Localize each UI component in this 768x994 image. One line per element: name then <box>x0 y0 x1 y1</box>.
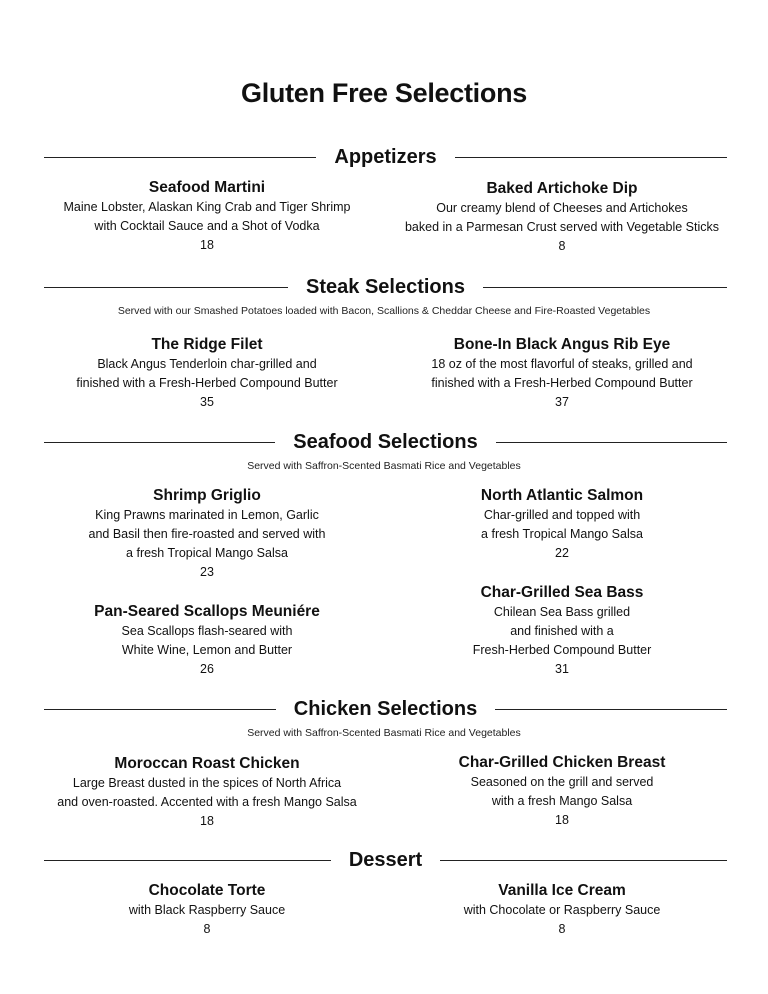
menu-item-chocolate-torte <box>22 881 392 939</box>
menu-item-north-atlantic-salmon <box>377 486 747 563</box>
page-title: Gluten Free Selections <box>241 78 527 108</box>
item-price: 35 <box>200 395 214 409</box>
item-price: 18 <box>555 813 569 827</box>
item-description: 18 oz of the most flavorful of steaks, grilled and finished with a Fresh-Herbed Compound Butter <box>431 357 693 390</box>
menu-item-moroccan-roast-chicken <box>22 754 392 831</box>
divider <box>455 157 727 158</box>
item-name: Bone-In Black Angus Rib Eye <box>453 336 671 353</box>
item-price: 8 <box>203 922 211 936</box>
item-description: Chilean Sea Bass grilled and finished with a Fresh-Herbed Compound Butter <box>472 605 652 657</box>
item-description: Black Angus Tenderloin char-grilled and finished with a Fresh-Herbed Compound Butter <box>76 357 338 390</box>
item-name: Char-Grilled Chicken Breast <box>458 754 666 771</box>
item-price: 22 <box>555 546 569 560</box>
menu-item-baked-artichoke-dip <box>377 179 747 256</box>
item-name: Moroccan Roast Chicken <box>114 755 300 772</box>
section-note: Served with our Smashed Potatoes loaded with Bacon, Scallions & Cheddar Cheese and Fire-Roasted Vegetables <box>117 305 651 317</box>
menu-item-char-grilled-chicken-breast <box>377 753 747 830</box>
item-name: Vanilla Ice Cream <box>498 882 626 899</box>
item-name: Shrimp Griglio <box>153 487 261 504</box>
item-name: North Atlantic Salmon <box>480 487 644 504</box>
divider <box>495 709 727 710</box>
menu-item-char-grilled-sea-bass <box>377 583 747 679</box>
item-description: with Black Raspberry Sauce <box>128 903 286 917</box>
section-header-dessert <box>44 849 727 872</box>
item-name: Baked Artichoke Dip <box>486 180 638 197</box>
section-title: Appetizers <box>334 146 437 168</box>
divider <box>496 442 727 443</box>
item-price: 23 <box>200 565 214 579</box>
item-description: Our creamy blend of Cheeses and Artichokes baked in a Parmesan Crust served with Vegetable Sticks <box>404 201 720 234</box>
divider <box>440 860 727 861</box>
section-note: Served with Saffron-Scented Basmati Rice and Vegetables <box>247 727 521 739</box>
section-header-seafood <box>44 431 727 454</box>
item-price: 8 <box>558 239 566 253</box>
divider <box>44 860 331 861</box>
section-title: Chicken Selections <box>293 698 478 720</box>
item-price: 37 <box>555 395 569 409</box>
item-description: Large Breast dusted in the spices of North Africa and oven-roasted. Accented with a fresh Mango Salsa <box>57 776 357 809</box>
item-name: The Ridge Filet <box>151 336 263 353</box>
item-description: Maine Lobster, Alaskan King Crab and Tiger Shrimp with Cocktail Sauce and a Shot of Vodka <box>63 200 351 233</box>
item-description: Seasoned on the grill and served with a fresh Mango Salsa <box>470 775 654 808</box>
item-description: Char-grilled and topped with a fresh Tropical Mango Salsa <box>481 508 643 541</box>
item-name: Chocolate Torte <box>148 882 266 899</box>
section-title: Steak Selections <box>306 276 465 298</box>
item-description: Sea Scallops flash-seared with White Wine, Lemon and Butter <box>121 624 293 657</box>
divider <box>483 287 727 288</box>
menu-item-seafood-martini <box>22 178 392 255</box>
item-description: King Prawns marinated in Lemon, Garlic and Basil then fire-roasted and served with a fresh Tropical Mango Salsa <box>88 508 326 560</box>
divider <box>44 442 275 443</box>
item-price: 31 <box>555 662 569 676</box>
menu-item-rib-eye <box>377 335 747 412</box>
menu-item-pan-seared-scallops <box>22 602 392 679</box>
divider <box>44 157 316 158</box>
divider <box>44 287 288 288</box>
item-price: 18 <box>200 814 214 828</box>
divider <box>44 709 276 710</box>
item-name: Seafood Martini <box>148 179 266 196</box>
item-price: 26 <box>200 662 214 676</box>
menu-item-vanilla-ice-cream <box>377 881 747 939</box>
section-header-chicken <box>44 698 727 721</box>
section-title: Seafood Selections <box>293 431 478 453</box>
item-description: with Chocolate or Raspberry Sauce <box>463 903 661 917</box>
section-title: Dessert <box>348 849 423 871</box>
menu-item-ridge-filet <box>22 335 392 412</box>
section-header-appetizers <box>44 146 727 169</box>
section-header-steak <box>44 276 727 299</box>
item-name: Char-Grilled Sea Bass <box>480 584 644 601</box>
item-price: 18 <box>200 238 214 252</box>
menu-item-shrimp-griglio <box>22 486 392 582</box>
section-note: Served with Saffron-Scented Basmati Rice and Vegetables <box>247 460 521 472</box>
item-name: Pan-Seared Scallops Meuniére <box>94 603 320 620</box>
item-price: 8 <box>558 922 566 936</box>
